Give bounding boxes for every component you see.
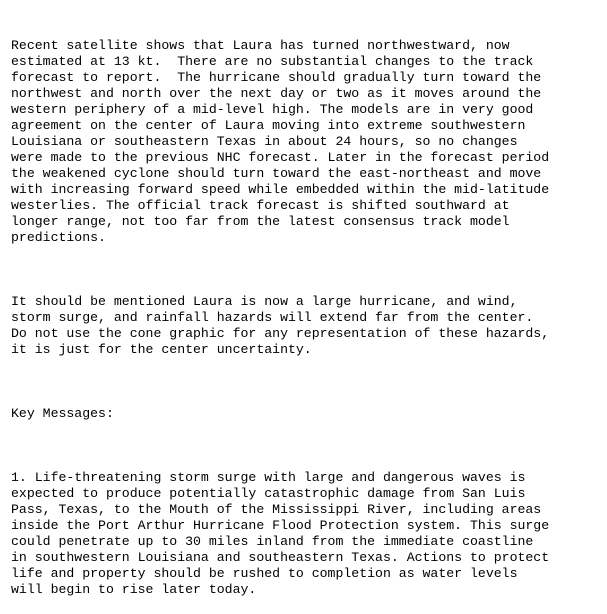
key-message-1-paragraph: 1. Life-threatening storm surge with large and dangerous waves is expected to produce potentially catastrophic damage from San Luis Pass, Texas, to the Mouth of the Mississippi River, including areas inside the Port Arthur Hurricane Flood Protection system. This surge could penetrate up to 30 miles inland from the immediate coastline in southwestern Louisiana and southeastern Texas. Actions to protect life and property should be rushed to completion as water levels will begin to rise later today.: [11, 470, 550, 597]
key-messages-heading: Key Messages:: [11, 406, 114, 421]
forecast-discussion-text: [11, 6, 601, 614]
hazards-note-paragraph: It should be mentioned Laura is now a large hurricane, and wind, storm surge, and rainfall hazards will extend far from the center. Do not use the cone graphic for any representation of these hazards, it is just for the center uncertainty.: [11, 294, 550, 357]
track-discussion-paragraph: Recent satellite shows that Laura has turned northwestward, now estimated at 13 kt. There are no substantial changes to the track forecast to report. The hurricane should gradually turn toward the northwest and north over the next day or two as it moves around the western periphery of a mid-level high. The models are in very good agreement on the center of Laura moving into extreme southwestern Louisiana or southeastern Texas in about 24 hours, so no changes were made to the previous NHC forecast. Later in the forecast period the weakened cyclone should turn toward the east-northeast and move with increasing forward speed while embedded within the mid-latitude westerlies. The official track forecast is shifted southward at longer range, not too far from the latest consensus track model predictions.: [11, 38, 550, 245]
